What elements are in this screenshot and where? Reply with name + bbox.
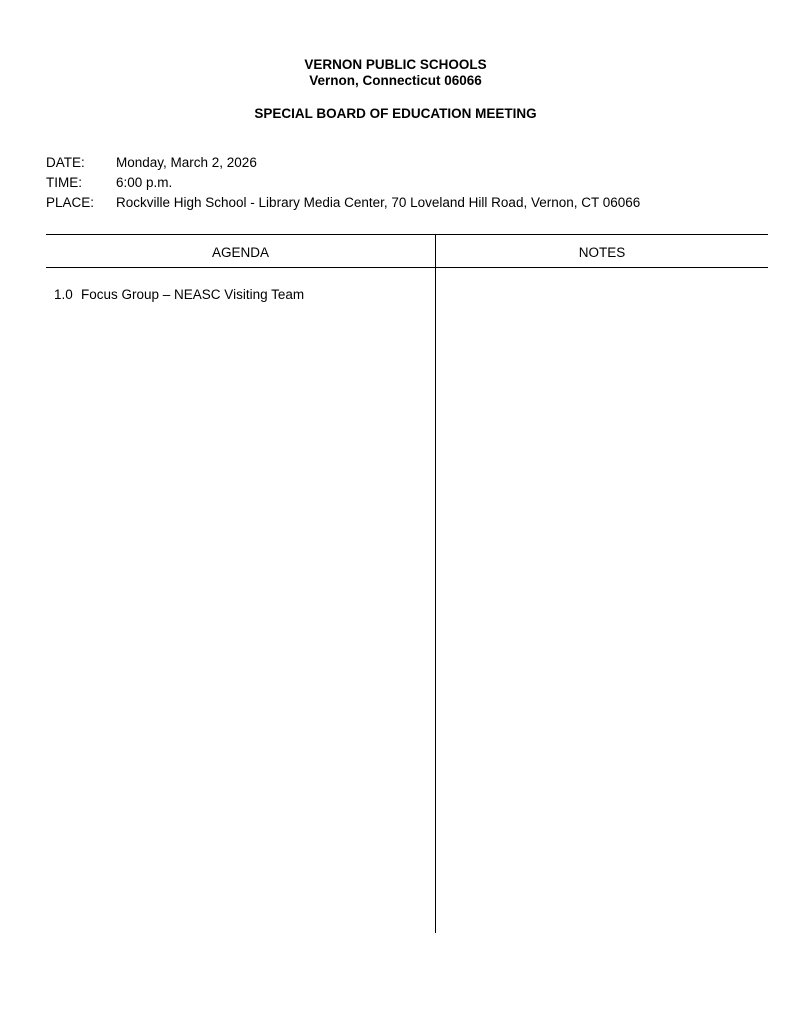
time-value: 6:00 p.m. bbox=[116, 175, 173, 190]
table-header-rule bbox=[46, 267, 768, 268]
place-row bbox=[46, 194, 640, 211]
agenda-item bbox=[54, 286, 304, 303]
date-label: DATE: bbox=[46, 155, 85, 170]
organization-address: Vernon, Connecticut 06066 bbox=[309, 73, 482, 88]
column-divider bbox=[435, 234, 436, 933]
time-row bbox=[46, 174, 172, 191]
date-value: Monday, March 2, 2026 bbox=[116, 155, 257, 170]
place-label: PLACE: bbox=[46, 195, 95, 210]
date-row bbox=[46, 154, 257, 171]
agenda-item-number: 1.0 bbox=[54, 287, 73, 302]
time-label: TIME: bbox=[46, 175, 82, 190]
agenda-column-header: AGENDA bbox=[211, 245, 269, 260]
notes-column-header: NOTES bbox=[578, 245, 626, 260]
meeting-title: SPECIAL BOARD OF EDUCATION MEETING bbox=[254, 106, 537, 121]
place-value: Rockville High School - Library Media Center, 70 Loveland Hill Road, Vernon, CT 06066 bbox=[116, 195, 641, 210]
organization-name: VERNON PUBLIC SCHOOLS bbox=[304, 57, 487, 72]
table-top-rule bbox=[46, 234, 768, 235]
agenda-item-text: Focus Group – NEASC Visiting Team bbox=[81, 287, 305, 302]
